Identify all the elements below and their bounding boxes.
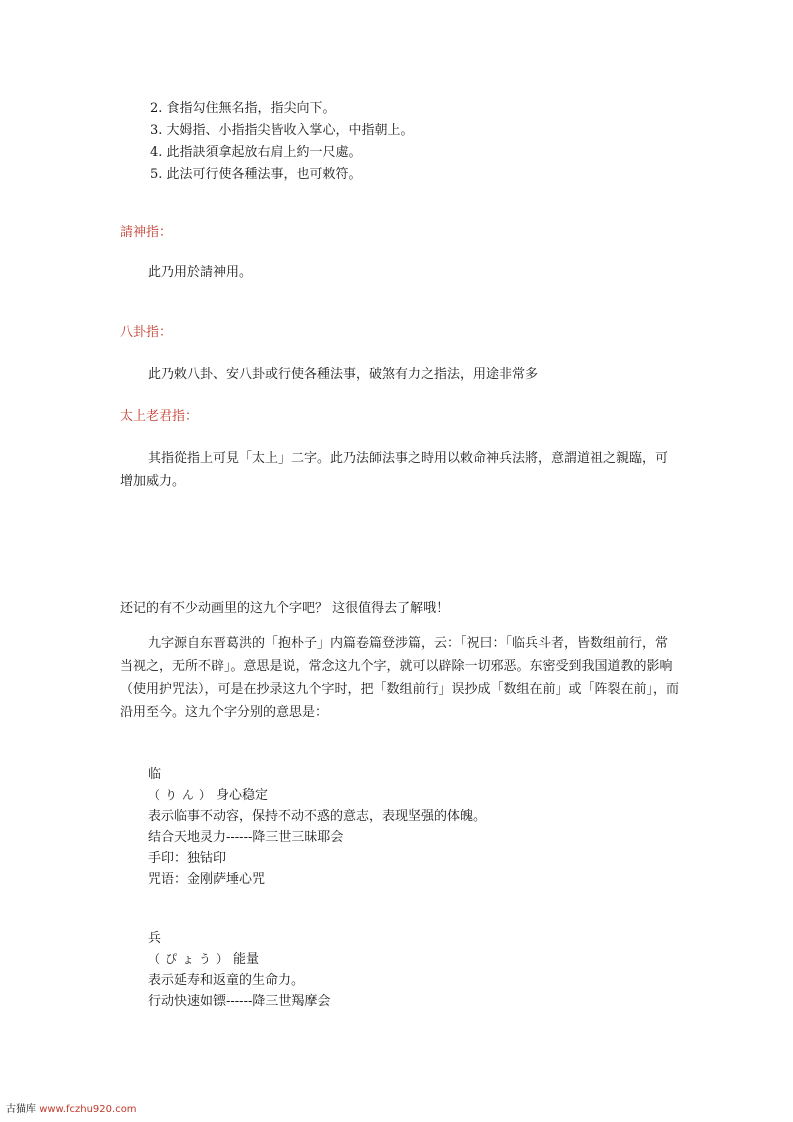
nine-char-entry-lin [148,764,486,890]
entry-power: 结合天地灵力------降三世三昧耶会 [148,830,344,845]
entry-power: 行动快速如镖------降三世羯摩会 [148,994,331,1009]
entry-reading-line [148,785,486,806]
entry-desc: 表示临事不动容，保持不动不惑的意志，表现坚强的体魄。 [148,809,487,824]
entry-char: 兵 [148,931,162,946]
footer-site-link[interactable]: www.fczhu920.com [39,1104,137,1115]
section-text-bagua: 此乃敕八卦、安八卦或行使各種法事，破煞有力之指法，用途非常多 [148,367,539,382]
entry-meaning: 身心稳定 [216,788,269,803]
list-item: 3. 大姆指、小指指尖皆收入掌心，中指朝上。 [150,123,414,138]
list-item: 2. 食指勾住無名指，指尖向下。 [150,101,336,116]
numbered-list [150,98,414,186]
section-text-qingshen: 此乃用於請神用。 [148,265,253,280]
section-heading-taishang: 太上老君指： [120,409,199,424]
intro-paragraph: 九字源自东晋葛洪的「抱朴子」内篇卷篇登涉篇，云：「祝曰：「临兵斗者，皆数组前行，常当视之，无所不辟」。意思是说，常念这九个字，就可以辟除一切邪恶。东密受到我国道教的影响（使用护咒法），可是在抄录这九个字时，把「数组前行」误抄成「数组在前」或「阵裂在前」，而沿用至今。这九个字分别的意思是： [120,636,680,720]
nine-char-entry-bing [148,928,330,1012]
intro-question: 还记的有不少动画里的这九个字吧？ 这很值得去了解哦！ [120,601,450,616]
list-item: 5. 此法可行使各種法事，也可敕符。 [150,167,362,182]
list-item: 4. 此指訣須拿起放右肩上約一尺處。 [150,145,362,160]
section-heading-bagua: 八卦指： [120,325,173,340]
entry-mudra: 手印：独钴印 [148,851,227,866]
section-heading-qingshen: 請神指： [120,225,173,240]
entry-reading: （ぴょう） [148,952,234,966]
entry-meaning: 能量 [233,952,260,967]
entry-desc: 表示延寿和返童的生命力。 [148,973,305,988]
entry-mantra: 咒语：金刚萨埵心咒 [148,872,266,887]
entry-char: 临 [148,767,162,782]
section-text-taishang: 其指從指上可見「太上」二字。此乃法師法事之時用以敕命神兵法將，意謂道祖之親臨，可增加威力。 [120,451,669,489]
footer-watermark [6,1100,137,1115]
entry-reading-line [148,949,330,970]
entry-reading: （りん） [148,788,217,802]
footer-label: 古猫库 [6,1104,36,1115]
